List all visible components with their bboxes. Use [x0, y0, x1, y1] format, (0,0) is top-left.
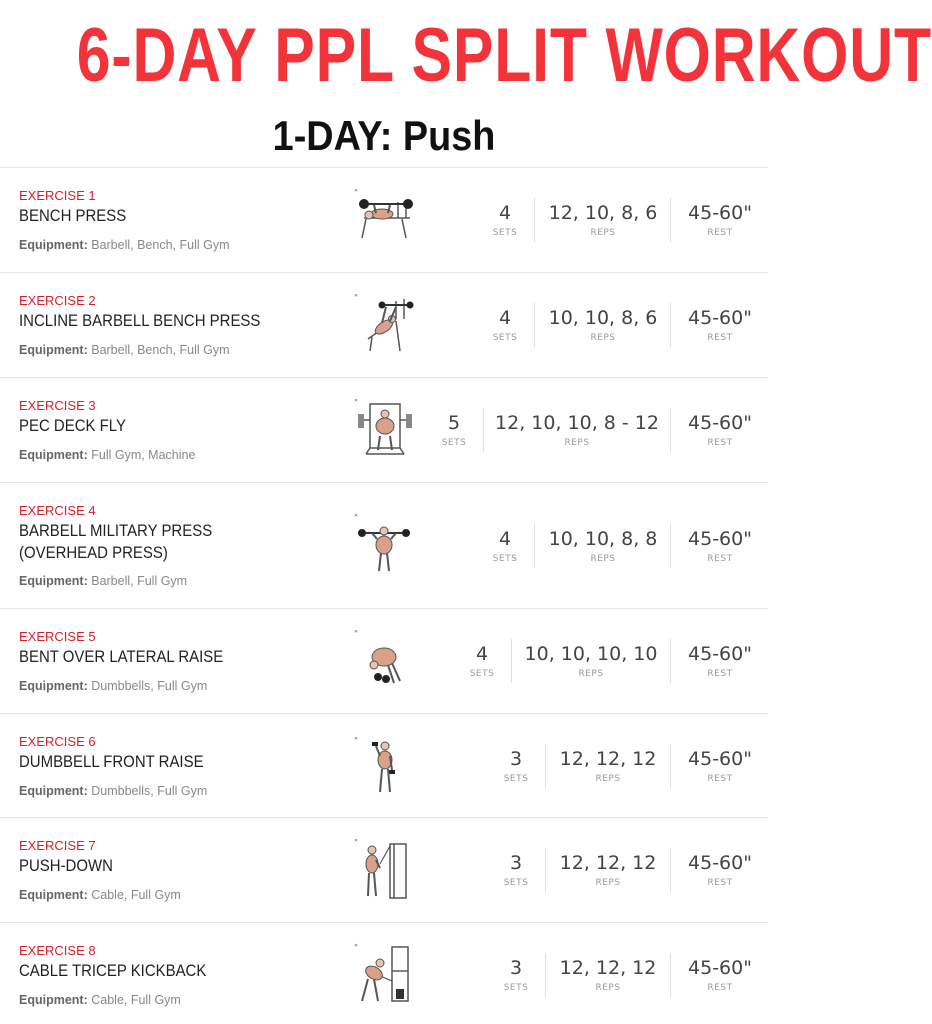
rest-stat: 45-60" REST: [688, 202, 752, 238]
exercise-name: BENCH PRESS: [19, 206, 127, 225]
exercise-equipment: Equipment: Barbell, Bench, Full Gym: [19, 343, 230, 357]
sets-stat: 3 SETS: [503, 957, 529, 993]
exercise-row: [0, 272, 768, 377]
svg-text:✕: ✕: [354, 736, 359, 742]
exercise-number: EXERCISE 7: [19, 838, 96, 853]
sets-stat: 4 SETS: [492, 307, 518, 343]
svg-text:✕: ✕: [354, 838, 359, 844]
exercise-row: [0, 608, 768, 713]
svg-text:✕: ✕: [354, 293, 359, 299]
exercise-number: EXERCISE 4: [19, 503, 96, 518]
svg-text:✕: ✕: [354, 629, 359, 635]
divider: [534, 524, 535, 568]
rest-stat: 45-60" REST: [688, 748, 752, 784]
svg-text:✕: ✕: [354, 188, 359, 194]
exercise-row: [0, 377, 768, 482]
svg-text:✕: ✕: [354, 398, 359, 404]
reps-stat: 12, 12, 12 REPS: [559, 748, 657, 784]
rest-stat: 45-60" REST: [688, 412, 752, 448]
reps-stat: 10, 10, 8, 6 REPS: [548, 307, 658, 343]
exercise-name: INCLINE BARBELL BENCH PRESS: [19, 311, 261, 330]
exercise-row: [0, 817, 768, 922]
exercise-name: CABLE TRICEP KICKBACK: [19, 961, 207, 980]
divider: [670, 639, 671, 683]
rest-stat: 45-60" REST: [688, 957, 752, 993]
front-raise-illustration: [352, 734, 416, 798]
exercise-row: [0, 713, 768, 817]
divider: [670, 408, 671, 452]
divider: [483, 408, 484, 452]
sets-stat: 5 SETS: [441, 412, 467, 448]
page-title: 6-DAY PPL SPLIT WORKOUT: [76, 13, 932, 98]
divider: [545, 848, 546, 892]
divider: [545, 953, 546, 997]
incline-bench-press-illustration: [352, 291, 416, 355]
exercise-row: [0, 482, 768, 608]
exercise-name: PEC DECK FLY: [19, 416, 126, 435]
exercise-equipment: Equipment: Cable, Full Gym: [19, 888, 181, 902]
divider: [545, 744, 546, 788]
divider: [670, 953, 671, 997]
exercise-equipment: Equipment: Dumbbells, Full Gym: [19, 784, 208, 798]
divider: [670, 303, 671, 347]
reps-stat: 12, 10, 10, 8 - 12 REPS: [495, 412, 659, 448]
exercise-equipment: Equipment: Cable, Full Gym: [19, 993, 181, 1007]
exercise-row: [0, 922, 768, 1024]
divider: [534, 303, 535, 347]
reps-stat: 12, 10, 8, 6 REPS: [548, 202, 658, 238]
exercise-number: EXERCISE 5: [19, 629, 96, 644]
divider: [670, 198, 671, 242]
reps-stat: 10, 10, 10, 10 REPS: [524, 643, 658, 679]
exercise-number: EXERCISE 3: [19, 398, 96, 413]
divider: [534, 198, 535, 242]
bench-press-illustration: [352, 186, 416, 250]
exercise-number: EXERCISE 2: [19, 293, 96, 308]
reps-stat: 10, 10, 8, 8 REPS: [548, 528, 658, 564]
exercise-number: EXERCISE 8: [19, 943, 96, 958]
reps-stat: 12, 12, 12 REPS: [559, 957, 657, 993]
rest-stat: 45-60" REST: [688, 307, 752, 343]
rest-stat: 45-60" REST: [688, 852, 752, 888]
rest-stat: 45-60" REST: [688, 643, 752, 679]
svg-text:✕: ✕: [354, 943, 359, 949]
divider: [670, 524, 671, 568]
cable-kickback-illustration: [352, 941, 416, 1005]
pec-deck-machine-illustration: [352, 396, 416, 460]
divider: [670, 848, 671, 892]
exercise-name: DUMBBELL FRONT RAISE: [19, 752, 204, 771]
rest-stat: 45-60" REST: [688, 528, 752, 564]
exercise-number: EXERCISE 6: [19, 734, 96, 749]
sets-stat: 4 SETS: [492, 202, 518, 238]
exercise-name: PUSH-DOWN: [19, 856, 113, 875]
exercise-equipment: Equipment: Barbell, Full Gym: [19, 574, 188, 588]
day-title: 1-DAY: Push: [272, 112, 496, 159]
exercise-equipment: Equipment: Full Gym, Machine: [19, 448, 196, 462]
divider: [511, 639, 512, 683]
military-press-illustration: [352, 511, 416, 575]
exercise-row: [0, 167, 768, 272]
sets-stat: 4 SETS: [492, 528, 518, 564]
sets-stat: 3 SETS: [503, 852, 529, 888]
svg-text:✕: ✕: [354, 513, 359, 519]
sets-stat: 3 SETS: [503, 748, 529, 784]
exercise-number: EXERCISE 1: [19, 188, 96, 203]
exercise-name: BENT OVER LATERAL RAISE: [19, 647, 224, 666]
exercise-equipment: Equipment: Barbell, Bench, Full Gym: [19, 238, 230, 252]
divider: [670, 744, 671, 788]
exercise-name: BARBELL MILITARY PRESS (OVERHEAD PRESS): [19, 521, 213, 562]
bent-over-raise-illustration: [352, 627, 416, 691]
cable-pushdown-illustration: [352, 836, 416, 900]
exercise-equipment: Equipment: Dumbbells, Full Gym: [19, 679, 208, 693]
reps-stat: 12, 12, 12 REPS: [559, 852, 657, 888]
sets-stat: 4 SETS: [469, 643, 495, 679]
